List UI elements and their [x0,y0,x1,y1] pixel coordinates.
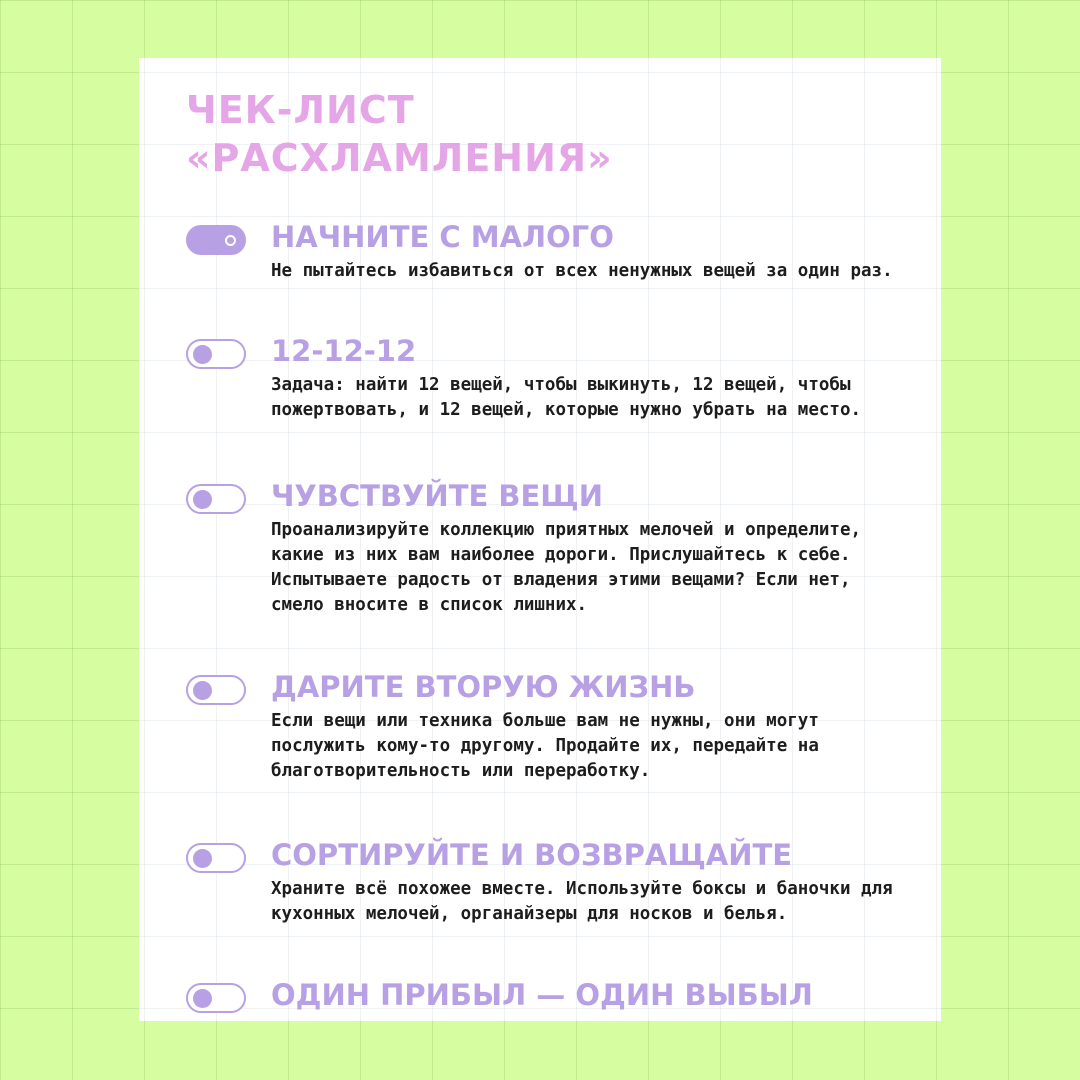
toggle-knob [193,681,212,700]
item-description: Задача: найти 12 вещей, чтобы выкинуть, 12 вещей, чтобы пожертвовать, и 12 вещей, которые нужно убрать на место. [271,375,862,420]
item-heading: 12-12-12 [271,334,417,368]
item-heading: СОРТИРУЙТЕ И ВОЗВРАЩАЙТЕ [271,838,793,872]
item-heading: ЧУВСТВУЙТЕ ВЕЩИ [271,479,604,513]
toggle-switch-off[interactable] [186,843,246,873]
toggle-switch-off[interactable] [186,675,246,705]
item-heading: НАЧНИТЕ С МАЛОГО [271,220,614,254]
toggle-knob [221,231,240,250]
item-description: Если вещи или техника больше вам не нужны, они могут послужить кому-то другому. Продайте их, передайте на благотворительность или переработку. [271,711,819,781]
item-description: Храните всё похожее вместе. Используйте боксы и баночки для кухонных мелочей, органайзеры для носков и белья. [271,879,893,924]
page-title: ЧЕК-ЛИСТ «РАСХЛАМЛЕНИЯ» [186,88,613,180]
toggle-switch-off[interactable] [186,339,246,369]
checklist-card [139,58,941,1021]
toggle-knob [193,849,212,868]
toggle-switch-off[interactable] [186,983,246,1013]
item-heading: ОДИН ПРИБЫЛ — ОДИН ВЫБЫЛ [271,978,813,1012]
toggle-switch-off[interactable] [186,484,246,514]
toggle-knob [193,490,212,509]
toggle-knob [193,989,212,1008]
item-heading: ДАРИТЕ ВТОРУЮ ЖИЗНЬ [271,670,696,704]
toggle-knob [193,345,212,364]
item-description: Не пытайтесь избавиться от всех ненужных вещей за один раз. [271,261,893,281]
toggle-switch-on[interactable] [186,225,246,255]
item-description: Проанализируйте коллекцию приятных мелочей и определите, какие из них вам наиболее дороги. Прислушайтесь к себе. Испытываете радость от владения этими вещами? Если нет, смело вносите в список лишних. [271,520,862,615]
